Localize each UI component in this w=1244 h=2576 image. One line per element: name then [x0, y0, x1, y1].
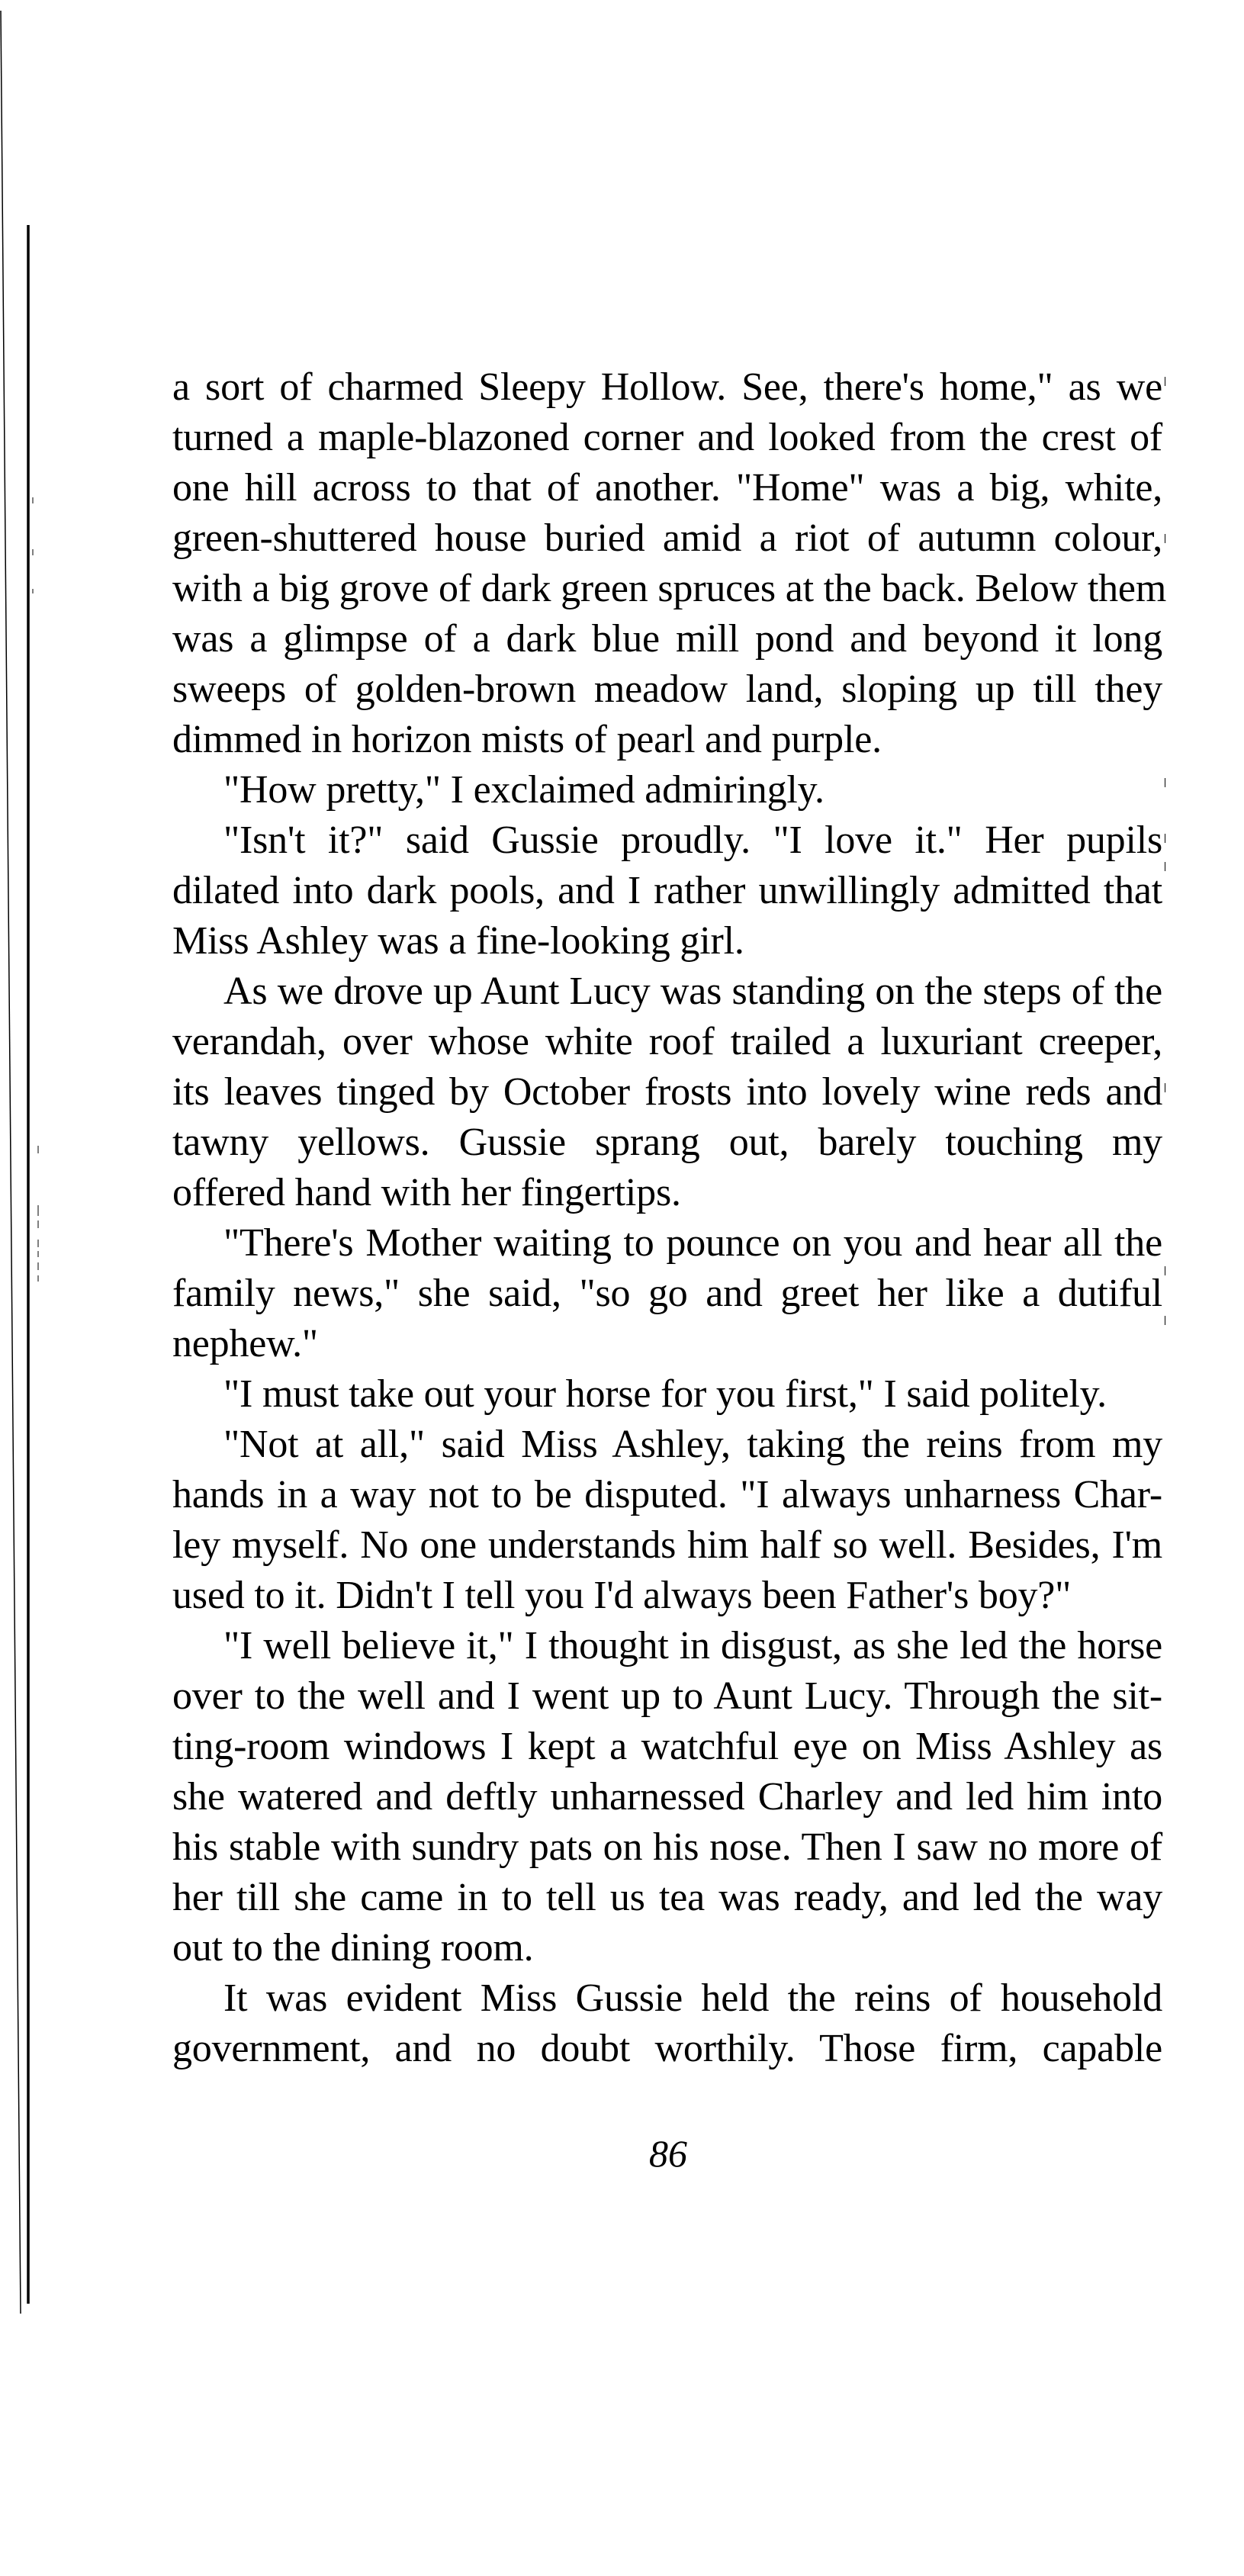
scan-right-ticks: [1165, 0, 1168, 2576]
paragraph: [172, 966, 1162, 1218]
text-line: its leaves tinged by October frosts into lovely wine reds and: [172, 1070, 1162, 1114]
paragraph: [172, 1621, 1162, 1973]
scan-binding-edge: [0, 0, 46, 2365]
book-page-body: [172, 362, 1167, 2074]
text-line: was a glimpse of a dark blue mill pond and beyond it long: [172, 617, 1162, 661]
text-line: a sort of charmed Sleepy Hollow. See, there's home," as we: [172, 365, 1162, 409]
paragraph: [172, 1218, 1162, 1369]
text-line: "I well believe it," I thought in disgust, as she led the horse: [223, 1624, 1162, 1667]
paragraph: [172, 765, 1162, 815]
text-line: green-shuttered house buried amid a riot of autumn colour,: [172, 516, 1162, 560]
text-line: sweeps of golden-brown meadow land, sloping up till they: [172, 667, 1162, 711]
text-line: It was evident Miss Gussie held the reins of household: [223, 1976, 1162, 2020]
paragraph: [172, 815, 1162, 966]
text-line: hands in a way not to be disputed. "I always unharness Char-: [172, 1473, 1162, 1516]
text-line: ting-room windows I kept a watchful eye on Miss Ashley as: [172, 1725, 1162, 1768]
text-line: "Not at all," said Miss Ashley, taking the reins from my: [223, 1423, 1162, 1466]
page-number: 86: [649, 2132, 687, 2175]
text-line: family news," she said, "so go and greet her like a dutiful: [172, 1272, 1162, 1315]
text-line: "Isn't it?" said Gussie proudly. "I love it." Her pupils: [223, 818, 1162, 862]
text-line: used to it. Didn't I tell you I'd always been Father's boy?": [172, 1574, 1072, 1617]
paragraph: [172, 1973, 1162, 2074]
text-line: his stable with sundry pats on his nose. Then I saw no more of: [172, 1825, 1162, 1869]
text-line: Miss Ashley was a fine-looking girl.: [172, 919, 744, 963]
scan-edge-thin-line: [1, 11, 21, 2314]
text-line: with a big grove of dark green spruces at the back. Below them: [172, 567, 1167, 610]
text-line: her till she came in to tell us tea was ready, and led the way: [172, 1876, 1162, 1919]
text-line: turned a maple-blazoned corner and looked from the crest of: [172, 416, 1162, 459]
text-line: dimmed in horizon mists of pearl and purple.: [172, 718, 882, 761]
text-line: out to the dining room.: [172, 1926, 534, 1970]
text-line: verandah, over whose white roof trailed a luxuriant creeper,: [172, 1020, 1162, 1063]
text-line: offered hand with her fingertips.: [172, 1171, 681, 1214]
text-line: "There's Mother waiting to pounce on you and hear all the: [223, 1221, 1162, 1265]
text-line: ley myself. No one understands him half so well. Besides, I'm: [172, 1523, 1162, 1567]
text-line: government, and no doubt worthily. Those firm, capable: [172, 2027, 1162, 2070]
text-line: "I must take out your horse for you first," I said politely.: [223, 1372, 1107, 1416]
text-line: over to the well and I went up to Aunt Lucy. Through the sit-: [172, 1674, 1162, 1718]
paragraph: [172, 362, 1167, 765]
paragraph: [172, 1420, 1162, 1621]
text-line: dilated into dark pools, and I rather unwillingly admitted that: [172, 869, 1162, 912]
paragraph: [172, 1369, 1162, 1420]
text-line: she watered and deftly unharnessed Charley and led him into: [172, 1775, 1162, 1819]
text-line: As we drove up Aunt Lucy was standing on the steps of the: [223, 970, 1162, 1013]
text-line: nephew.": [172, 1322, 318, 1365]
text-line: "How pretty," I exclaimed admiringly.: [223, 768, 825, 812]
text-line: one hill across to that of another. "Home" was a big, white,: [172, 466, 1162, 510]
scan-edge-specks: [33, 497, 38, 1282]
text-line: tawny yellows. Gussie sprang out, barely touching my: [172, 1121, 1162, 1164]
